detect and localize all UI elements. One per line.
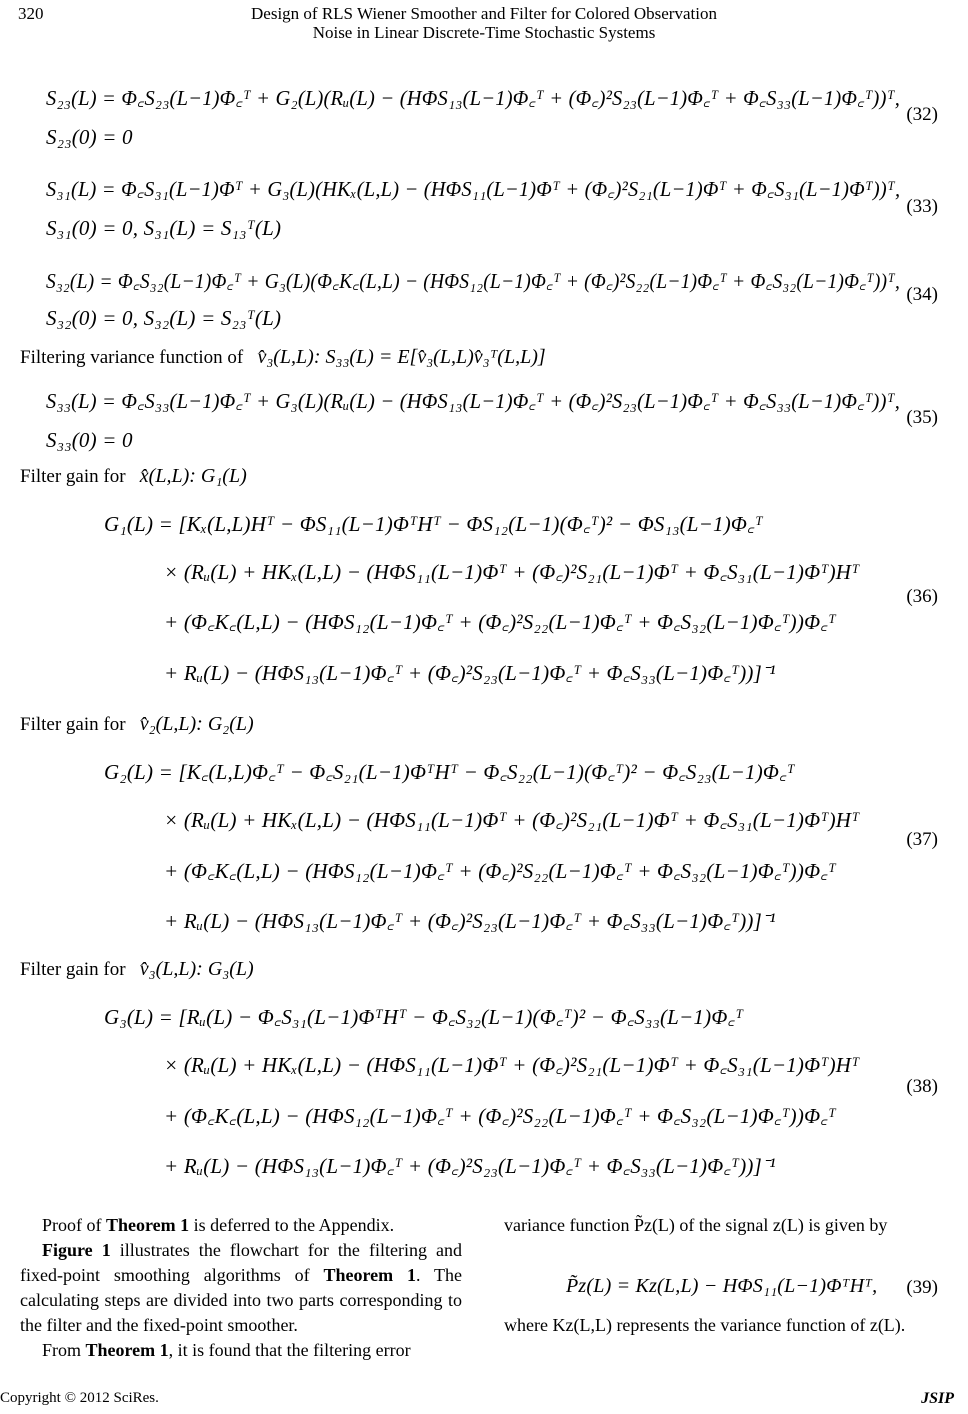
label-filtering-variance-math: v̂₃(L,L): S₃₃(L) = E[v̂₃(L,L)v̂₃ᵀ(L,L)] [257, 346, 546, 368]
eq33-number: (33) [906, 196, 938, 217]
eq38-line1: G₃(L) = [Rᵤ(L) − Φ꜀S₃₁(L−1)ΦᵀHᵀ − Φ꜀S₃₂(L−1)(Φ꜀ᵀ)² − Φ꜀S₃₃(L−1)Φ꜀ᵀ [104, 1005, 744, 1029]
eq37-line2: × (Rᵤ(L) + HKₓ(L,L) − (HΦS₁₁(L−1)Φᵀ + (Φ꜀)²S₂₁(L−1)Φᵀ + Φ꜀S₃₁(L−1)Φᵀ)Hᵀ [164, 808, 860, 832]
label-filtering-variance-text: Filtering variance function of [20, 347, 244, 368]
page-number: 320 [18, 4, 44, 23]
label-gain-g2 [20, 713, 254, 736]
eq34-number: (34) [906, 284, 938, 305]
label-gain-g1-text: Filter gain for [20, 466, 126, 487]
label-gain-g3-text: Filter gain for [20, 959, 126, 980]
eq34-line1: S₃₂(L) = Φ꜀S₃₂(L−1)Φ꜀ᵀ + G₃(L)(Φ꜀K꜀(L,L) − (HΦS₁₂(L−1)Φ꜀ᵀ + (Φ꜀)²S₂₂(L−1)Φ꜀ᵀ + Φ꜀S₃₂(L−1)Φ꜀ᵀ))ᵀ, [46, 269, 901, 293]
eq38-number: (38) [906, 1076, 938, 1097]
label-gain-g3 [20, 958, 254, 981]
eq33-line2: S₃₁(0) = 0, S₃₁(L) = S₁₃ᵀ(L) [46, 216, 282, 240]
running-title [0, 4, 968, 42]
label-gain-g3-math: v̂₃(L,L): G₃(L) [139, 958, 254, 980]
eq36-line1: G₁(L) = [Kₓ(L,L)Hᵀ − ΦS₁₁(L−1)ΦᵀHᵀ − ΦS₁₂(L−1)(Φ꜀ᵀ)² − ΦS₁₃(L−1)Φ꜀ᵀ [104, 512, 763, 536]
eq36-number: (36) [906, 586, 938, 607]
eq37-line1: G₂(L) = [K꜀(L,L)Φ꜀ᵀ − Φ꜀S₂₁(L−1)ΦᵀHᵀ − Φ꜀S₂₂(L−1)(Φ꜀ᵀ)² − Φ꜀S₂₃(L−1)Φ꜀ᵀ [104, 760, 795, 784]
label-gain-g1 [20, 465, 247, 488]
eq35-line2: S₃₃(0) = 0 [46, 428, 133, 452]
eq32-line2: S₂₃(0) = 0 [46, 125, 133, 149]
eq37-line4: + Rᵤ(L) − (HΦS₁₃(L−1)Φ꜀ᵀ + (Φ꜀)²S₂₃(L−1)Φ꜀ᵀ + Φ꜀S₃₃(L−1)Φ꜀ᵀ))]⁻¹ [164, 909, 776, 933]
eq37-line3: + (Φ꜀K꜀(L,L) − (HΦS₁₂(L−1)Φ꜀ᵀ + (Φ꜀)²S₂₂(L−1)Φ꜀ᵀ + Φ꜀S₃₂(L−1)Φ꜀ᵀ))Φ꜀ᵀ [164, 859, 837, 883]
eq36-line4: + Rᵤ(L) − (HΦS₁₃(L−1)Φ꜀ᵀ + (Φ꜀)²S₂₃(L−1)Φ꜀ᵀ + Φ꜀S₃₃(L−1)Φ꜀ᵀ))]⁻¹ [164, 661, 776, 685]
eq35-line1: S₃₃(L) = Φ꜀S₃₃(L−1)Φ꜀ᵀ + G₃(L)(Rᵤ(L) − (HΦS₁₃(L−1)Φ꜀ᵀ + (Φ꜀)²S₂₃(L−1)Φ꜀ᵀ + Φ꜀S₃₃(L−1)Φ꜀ᵀ))ᵀ, [46, 389, 901, 413]
eq35-number: (35) [906, 407, 938, 428]
eq33-line1: S₃₁(L) = Φ꜀S₃₁(L−1)Φᵀ + G₃(L)(HKₓ(L,L) − (HΦS₁₁(L−1)Φᵀ + (Φ꜀)²S₂₁(L−1)Φᵀ + Φ꜀S₃₁(L−1)Φᵀ))ᵀ, [46, 177, 901, 201]
paragraph-from-theorem: From Theorem 1, it is found that the filtering error [42, 1340, 411, 1360]
label-gain-g2-text: Filter gain for [20, 714, 126, 735]
paragraph-variance-function: variance function P̃z(L) of the signal z(L) is given by [504, 1215, 888, 1235]
label-gain-g1-math: x̂(L,L): G₁(L) [139, 465, 247, 487]
copyright: Copyright © 2012 SciRes. [0, 1390, 159, 1406]
eq36-line2: × (Rᵤ(L) + HKₓ(L,L) − (HΦS₁₁(L−1)Φᵀ + (Φ꜀)²S₂₁(L−1)Φᵀ + Φ꜀S₃₁(L−1)Φᵀ)Hᵀ [164, 560, 860, 584]
eq34-line2: S₃₂(0) = 0, S₃₂(L) = S₂₃ᵀ(L) [46, 306, 282, 330]
eq39: P̃z(L) = Kz(L,L) − HΦS₁₁(L−1)ΦᵀHᵀ, [566, 1275, 878, 1297]
eq32-line1: S₂₃(L) = Φ꜀S₂₃(L−1)Φ꜀ᵀ + G₂(L)(Rᵤ(L) − (HΦS₁₃(L−1)Φ꜀ᵀ + (Φ꜀)²S₂₃(L−1)Φ꜀ᵀ + Φ꜀S₃₃(L−1)Φ꜀ᵀ))ᵀ, [46, 86, 901, 110]
paragraph-proof: Proof of Theorem 1 is deferred to the Appendix. [42, 1215, 395, 1235]
paragraph-where: where Kz(L,L) represents the variance function of z(L). [504, 1315, 906, 1335]
eq38-line3: + (Φ꜀K꜀(L,L) − (HΦS₁₂(L−1)Φ꜀ᵀ + (Φ꜀)²S₂₂(L−1)Φ꜀ᵀ + Φ꜀S₃₂(L−1)Φ꜀ᵀ))Φ꜀ᵀ [164, 1104, 837, 1128]
running-title-line1: Design of RLS Wiener Smoother and Filter for Colored Observation [251, 4, 717, 23]
eq38-line2: × (Rᵤ(L) + HKₓ(L,L) − (HΦS₁₁(L−1)Φᵀ + (Φ꜀)²S₂₁(L−1)Φᵀ + Φ꜀S₃₁(L−1)Φᵀ)Hᵀ [164, 1053, 860, 1077]
eq36-line3: + (Φ꜀K꜀(L,L) − (HΦS₁₂(L−1)Φ꜀ᵀ + (Φ꜀)²S₂₂(L−1)Φ꜀ᵀ + Φ꜀S₃₂(L−1)Φ꜀ᵀ))Φ꜀ᵀ [164, 610, 837, 634]
eq32-number: (32) [906, 104, 938, 125]
journal-name: JSIP [921, 1390, 954, 1407]
eq39-number: (39) [906, 1277, 938, 1298]
label-gain-g2-math: v̂₂(L,L): G₂(L) [139, 713, 254, 735]
paragraph-figure1: Figure 1 illustrates the flowchart for the filtering and fixed-point smoothing algorithms of Theorem 1. The calculating steps are divided into two parts corresponding to the filter and the fixed-point smoother. [20, 1240, 462, 1335]
running-title-line2: Noise in Linear Discrete-Time Stochastic Systems [312, 23, 656, 42]
eq37-number: (37) [906, 829, 938, 850]
eq38-line4: + Rᵤ(L) − (HΦS₁₃(L−1)Φ꜀ᵀ + (Φ꜀)²S₂₃(L−1)Φ꜀ᵀ + Φ꜀S₃₃(L−1)Φ꜀ᵀ))]⁻¹ [164, 1154, 776, 1178]
label-filtering-variance [20, 346, 546, 369]
